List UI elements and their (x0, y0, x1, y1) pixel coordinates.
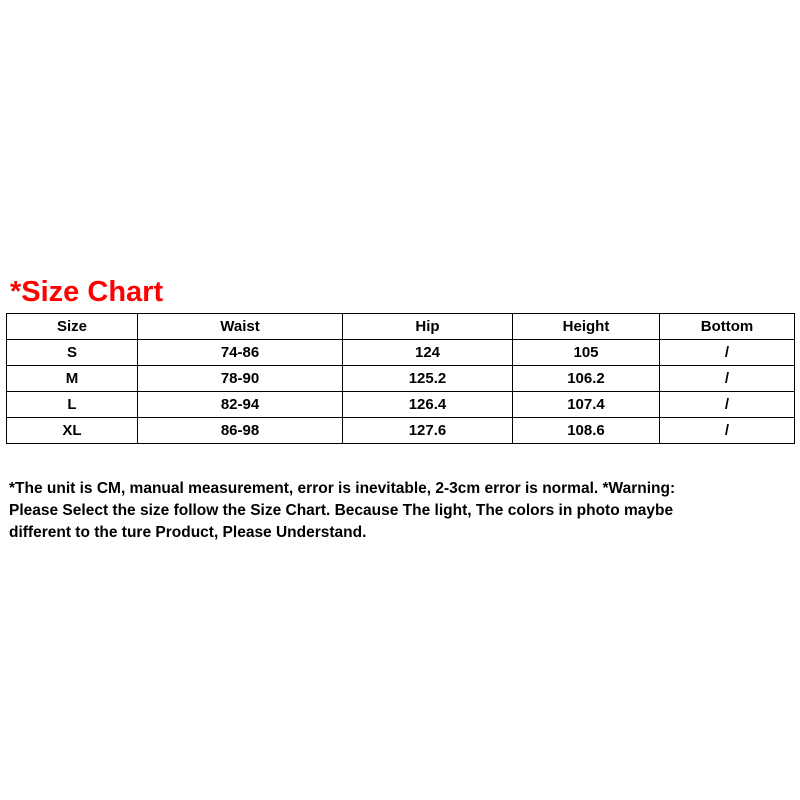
header-bottom: Bottom (660, 314, 795, 340)
header-height: Height (513, 314, 660, 340)
cell-size: S (7, 340, 138, 366)
cell-size: XL (7, 418, 138, 444)
cell-size: L (7, 392, 138, 418)
table-row (7, 418, 795, 444)
header-hip: Hip (343, 314, 513, 340)
table-header-row (7, 314, 795, 340)
cell-height: 107.4 (513, 392, 660, 418)
cell-size: M (7, 366, 138, 392)
table-row (7, 392, 795, 418)
header-waist: Waist (138, 314, 343, 340)
table-row (7, 366, 795, 392)
cell-waist: 86-98 (138, 418, 343, 444)
cell-hip: 126.4 (343, 392, 513, 418)
size-chart-title: *Size Chart (10, 276, 164, 308)
table-row (7, 340, 795, 366)
cell-hip: 125.2 (343, 366, 513, 392)
measurement-note (9, 478, 794, 544)
note-line: different to the ture Product, Please Understand. (9, 524, 367, 541)
cell-bottom: / (660, 392, 795, 418)
cell-hip: 127.6 (343, 418, 513, 444)
cell-height: 105 (513, 340, 660, 366)
cell-bottom: / (660, 366, 795, 392)
cell-hip: 124 (343, 340, 513, 366)
size-chart-table (6, 313, 795, 444)
header-size: Size (7, 314, 138, 340)
cell-waist: 78-90 (138, 366, 343, 392)
note-line: *The unit is CM, manual measurement, error is inevitable, 2-3cm error is normal. *Warning: (9, 480, 676, 497)
cell-bottom: / (660, 340, 795, 366)
cell-height: 106.2 (513, 366, 660, 392)
cell-waist: 74-86 (138, 340, 343, 366)
cell-height: 108.6 (513, 418, 660, 444)
note-line: Please Select the size follow the Size Chart. Because The light, The colors in photo maybe (9, 502, 674, 519)
cell-waist: 82-94 (138, 392, 343, 418)
cell-bottom: / (660, 418, 795, 444)
